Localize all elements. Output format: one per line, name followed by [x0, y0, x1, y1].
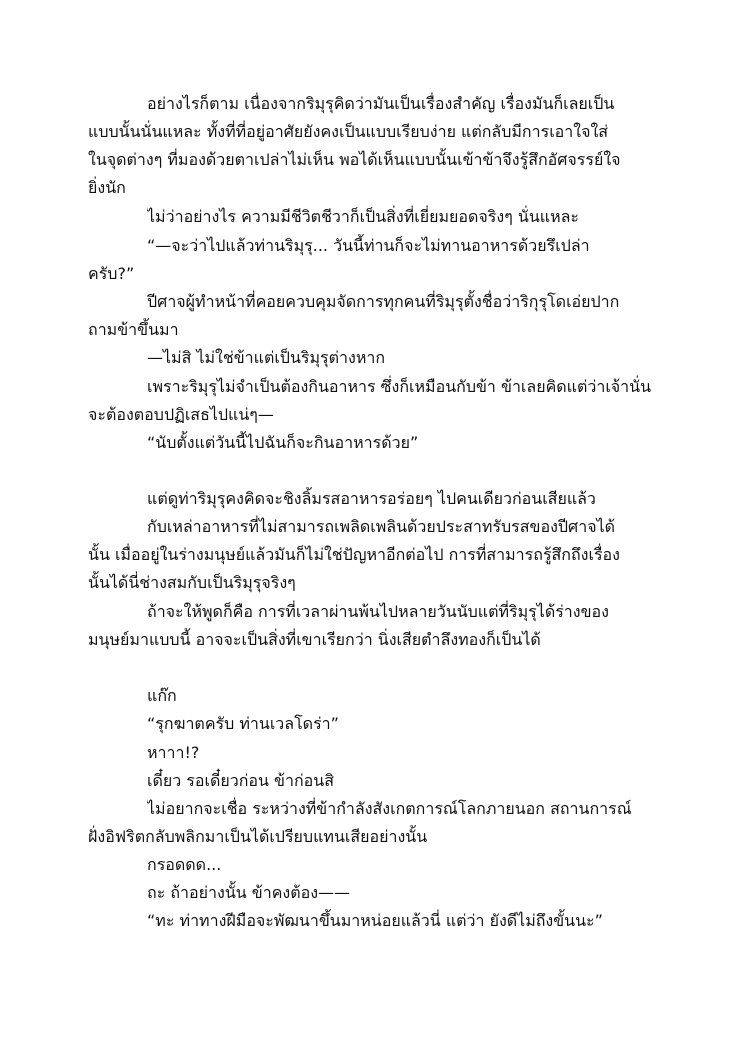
text-line: แก๊ก: [147, 686, 177, 705]
text-line: “รุกฆาตครับ ท่านเวลโดร่า”: [147, 714, 339, 733]
text-line: “ทะ ท่าทางฝีมือจะพัฒนาขึ้นมาหน่อยแล้วนี่ แต่ว่า ยังดีไม่ถึงขั้นนะ”: [147, 911, 603, 930]
text-line: ไม่ว่าอย่างไร ความมีชีวิตชีวาก็เป็นสิ่งที่เยี่ยมยอดจริงๆ นั่นแหละ: [147, 207, 580, 226]
text-line: จะต้องตอบปฏิเสธไปแน่ๆ—: [88, 405, 274, 424]
text-line: —ไม่สิ ไม่ใช่ข้าแต่เป็นริมุรุต่างหาก: [147, 348, 386, 367]
text-line: อย่างไรก็ตาม เนื่องจากริมุรุคิดว่ามันเป็นเรื่องสำคัญ เรื่องมันก็เลยเป็น: [147, 94, 615, 113]
text-line: ถะ ถ้าอย่างนั้น ข้าคงต้อง——: [147, 883, 351, 902]
text-line: “—จะว่าไปแล้วท่านริมุรุ... วันนี้ท่านก็จะไม่ทานอาหารด้วยรึเปล่า: [147, 236, 590, 255]
text-line: ปีศาจผู้ทำหน้าที่คอยควบคุมจัดการทุกคนที่ริมุรุตั้งชื่อว่าริกุรุโดเอ่ยปาก: [147, 292, 620, 311]
text-line: ไม่อยากจะเชื่อ ระหว่างที่ข้ากำลังสังเกตการณ์โลกภายนอก สถานการณ์: [147, 799, 632, 818]
text-line: เพราะริมุรุไม่จำเป็นต้องกินอาหาร ซึ่งก็เหมือนกับข้า ข้าเลยคิดแต่ว่าเจ้านั่น: [147, 377, 652, 396]
text-line: นั้นได้นี่ช่างสมกับเป็นริมุรุจริงๆ: [88, 573, 296, 592]
text-line: กับเหล่าอาหารที่ไม่สามารถเพลิดเพลินด้วยประสาทรับรสของปีศาจได้: [147, 517, 616, 536]
text-line: แบบนั้นนั่นแหละ ทั้งที่ที่อยู่อาศัยยังคงเป็นแบบเรียบง่าย แต่กลับมีการเอาใจใส่: [88, 122, 609, 141]
text-line: หาาา!?: [147, 743, 200, 762]
text-line: ในจุดต่างๆ ที่มองด้วยตาเปล่าไม่เห็น พอได้เห็นแบบนั้นเข้าข้าจึงรู้สึกอัศจรรย์ใจ: [88, 150, 621, 169]
text-line: แต่ดูท่าริมุรุคงคิดจะชิงลิ้มรสอาหารอร่อยๆ ไปคนเดียวก่อนเสียแล้ว: [147, 489, 596, 508]
text-line: ถ้าจะให้พูดก็คือ การที่เวลาผ่านพ้นไปหลายวันนับแต่ที่ริมุรุได้ร่างของ: [147, 602, 609, 621]
text-line: มนุษย์มาแบบนี้ อาจจะเป็นสิ่งที่เขาเรียกว่า นิ่งเสียตำลึงทองก็เป็นได้: [88, 630, 541, 649]
text-line: ยิ่งนัก: [88, 178, 126, 197]
text-line: ถามข้าขึ้นมา: [88, 320, 179, 339]
text-line: เดี๋ยว รอเดี๋ยวก่อน ข้าก่อนสิ: [147, 771, 334, 790]
text-line: กรอดดด...: [147, 855, 222, 874]
text-line: “นับตั้งแต่วันนี้ไปฉันก็จะกินอาหารด้วย”: [147, 433, 419, 452]
text-line: นั้น เมื่ออยู่ในร่างมนุษย์แล้วมันก็ไม่ใช่ปัญหาอีกต่อไป การที่สามารถรู้สึกถึงเรื่อง: [88, 545, 620, 564]
text-line: ฝั่งอิฟริตกลับพลิกมาเป็นได้เปรียบแทนเสียอย่างนั้น: [88, 827, 428, 846]
text-line: ครับ?”: [88, 264, 135, 283]
